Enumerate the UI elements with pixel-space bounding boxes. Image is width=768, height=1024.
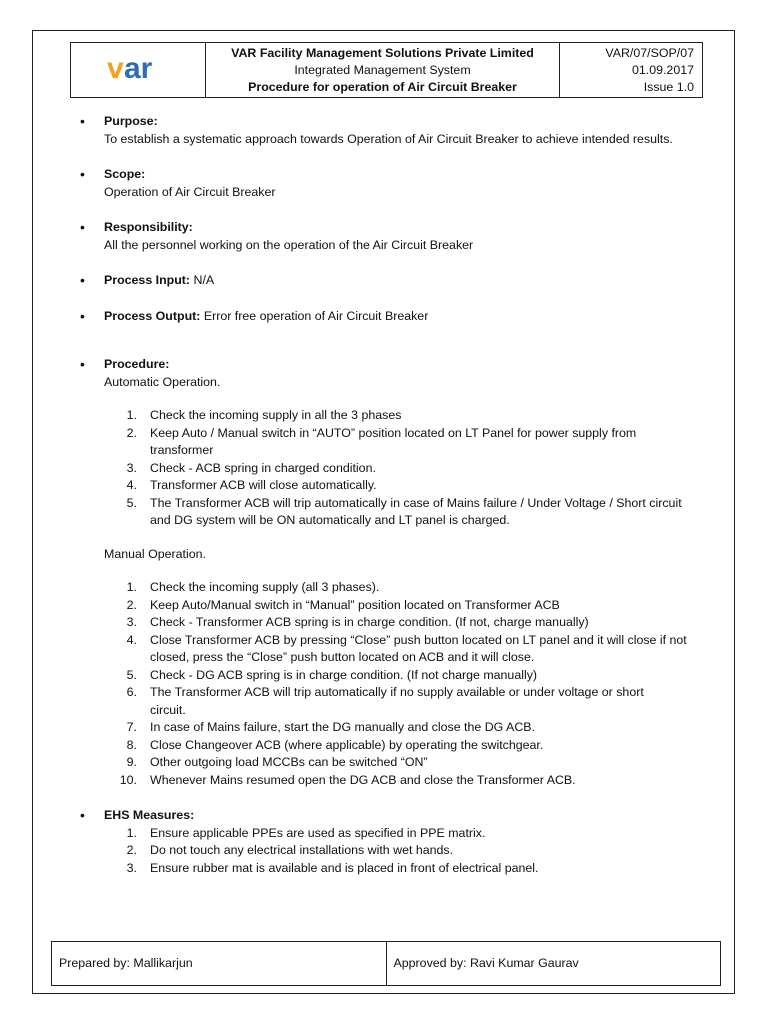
- list-item: 2. Keep Auto / Manual switch in “AUTO” position located on LT Panel for power supply from transformer: [126, 425, 637, 457]
- title-cell: [206, 43, 560, 98]
- section-ehs: [80, 807, 720, 877]
- scope-text: Operation of Air Circuit Breaker: [104, 184, 276, 199]
- list-item: 4. Transformer ACB will close automatically.: [126, 478, 377, 492]
- process-input-title: Process Input:: [104, 273, 191, 287]
- system-name: Integrated Management System: [294, 62, 471, 77]
- ehs-heading: • EHS Measures:: [104, 808, 195, 822]
- automatic-steps-list: [104, 407, 720, 530]
- list-item: 3. Check - ACB spring in charged condition.: [126, 460, 376, 475]
- doc-issue: Issue 1.0: [643, 79, 694, 94]
- procedure-heading: • Procedure:: [104, 357, 170, 371]
- section-responsibility: [80, 219, 720, 254]
- list-item: 5. The Transformer ACB will trip automatically in case of Mains failure / Under Voltage / Short circuit and DG system will be ON automatically and LT panel is charged.: [126, 495, 682, 527]
- section-process-input: [80, 272, 720, 290]
- company-name: VAR Facility Management Solutions Private Limited: [231, 45, 534, 60]
- company-logo: [103, 50, 173, 84]
- list-item: 1. Check the incoming supply in all the 3 phases: [126, 408, 402, 422]
- svg-text:ar: ar: [124, 52, 153, 85]
- responsibility-text: All the personnel working on the operation of the Air Circuit Breaker: [104, 237, 474, 252]
- list-item: 1. Ensure applicable PPEs are used as specified in PPE matrix.: [126, 825, 486, 840]
- process-output-text: Error free operation of Air Circuit Breaker: [200, 308, 429, 323]
- list-item: 5. Check - DG ACB spring is in charge condition. (If not charge manually): [126, 667, 538, 682]
- svg-text:v: v: [107, 52, 124, 85]
- list-item: 8. Close Changeover ACB (where applicable) by operating the switchgear.: [126, 737, 544, 752]
- manual-operation-heading: Manual Operation.: [104, 546, 206, 561]
- list-item: 9. Other outgoing load MCCBs can be switched “ON”: [126, 755, 428, 769]
- list-item: 3. Ensure rubber mat is available and is placed in front of electrical panel.: [126, 860, 539, 875]
- manual-steps-list: [104, 579, 720, 789]
- list-item: 7. In case of Mains failure, start the DG manually and close the DG ACB.: [126, 720, 535, 734]
- list-item: 10. Whenever Mains resumed open the DG ACB and close the Transformer ACB.: [119, 772, 576, 787]
- list-item: 4. Close Transformer ACB by pressing “Close” push button located on LT panel and it will close if not closed, press the “Close” push button located on ACB and it will close.: [126, 632, 687, 664]
- logo-cell: [71, 43, 206, 98]
- section-procedure: [80, 356, 720, 789]
- section-process-output: [80, 308, 720, 326]
- scope-title: • Scope:: [104, 167, 146, 181]
- doc-code: VAR/07/SOP/07: [605, 45, 694, 60]
- process-input-text: N/A: [190, 273, 215, 287]
- list-item: 2. Do not touch any electrical installations with wet hands.: [126, 843, 454, 857]
- procedure-title: Procedure for operation of Air Circuit Breaker: [248, 79, 517, 94]
- list-item: 1. Check the incoming supply (all 3 phases).: [126, 580, 380, 594]
- code-cell: [560, 43, 703, 98]
- purpose-text: To establish a systematic approach towards Operation of Air Circuit Breaker to achieve intended results.: [104, 131, 673, 146]
- document-body: [80, 113, 720, 895]
- doc-date: 01.09.2017: [631, 62, 694, 77]
- purpose-title: • Purpose:: [104, 114, 158, 128]
- approved-by: Approved by: Ravi Kumar Gaurav: [386, 942, 721, 986]
- process-output-title: Process Output:: [104, 308, 201, 323]
- prepared-by: Prepared by: Mallikarjun: [52, 942, 387, 986]
- section-purpose: [80, 113, 720, 148]
- document-footer: [51, 941, 721, 986]
- responsibility-title: • Responsibility:: [104, 220, 193, 234]
- list-item: 6. The Transformer ACB will trip automatically if no supply available or under voltage or short circuit.: [126, 685, 644, 717]
- ehs-steps-list: [104, 825, 720, 878]
- automatic-operation-heading: Automatic Operation.: [104, 374, 221, 389]
- section-scope: [80, 166, 720, 201]
- list-item: 2. Keep Auto/Manual switch in “Manual” position located on Transformer ACB: [126, 597, 560, 612]
- list-item: 3. Check - Transformer ACB spring is in charge condition. (If not, charge manually): [126, 615, 589, 629]
- document-header: [70, 42, 703, 98]
